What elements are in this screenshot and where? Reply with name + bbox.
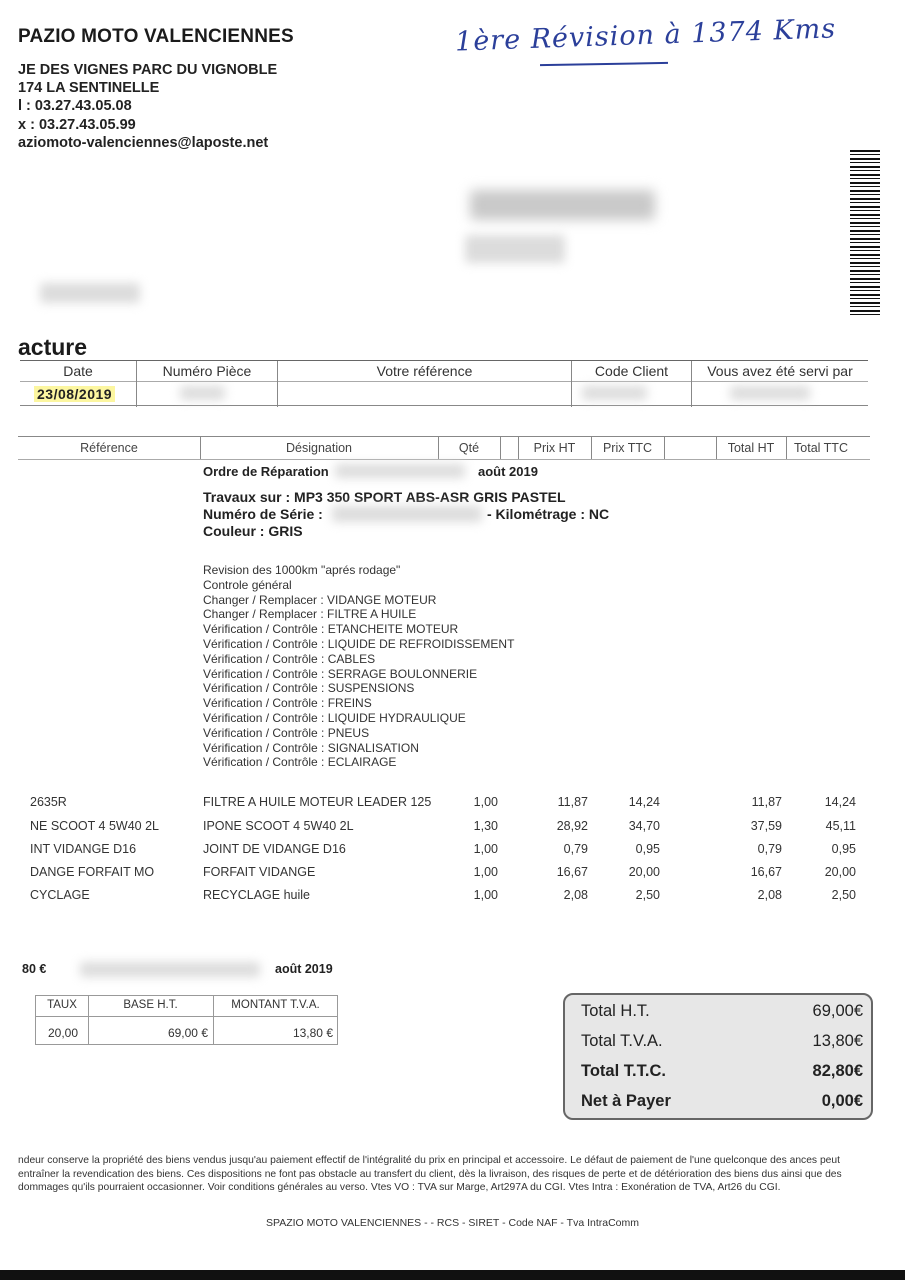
header-date-label: Date (63, 363, 93, 379)
redacted-recipient-address (465, 235, 565, 263)
header-served-by-label: Vous avez été servi par (707, 363, 853, 379)
net-to-pay-label: Net à Payer (581, 1092, 671, 1110)
redacted-piece-number (180, 386, 225, 400)
scan-edge (0, 1270, 905, 1280)
redacted-served-by (730, 386, 810, 400)
item-price-ht: 2,08 (563, 888, 588, 902)
redacted-order-number (335, 464, 465, 478)
header-piece-label: Numéro Pièce (162, 363, 252, 379)
serial-number-label: Numéro de Série : (203, 506, 323, 522)
operation-item: Vérification / Contrôle : FREINS (203, 696, 372, 711)
total-ht-label: Total H.T. (581, 1002, 650, 1020)
table-row (0, 795, 905, 813)
item-qty: 1,00 (473, 795, 498, 809)
item-total-ttc: 2,50 (831, 888, 856, 902)
item-price-ttc: 34,70 (628, 819, 660, 833)
operation-item: Controle général (203, 577, 292, 592)
item-total-ht: 11,87 (751, 795, 782, 809)
vat-base-value: 69,00 € (167, 1026, 208, 1040)
item-reference: DANGE FORFAIT MO (30, 865, 155, 879)
operation-item: Vérification / Contrôle : ECLAIRAGE (203, 755, 397, 770)
item-price-ht: 16,67 (556, 865, 588, 879)
vat-rate-header: TAUX (47, 999, 77, 1011)
item-price-ht: 11,87 (557, 795, 588, 809)
barcode-icon (850, 150, 880, 315)
redacted-client-code (582, 386, 647, 400)
item-designation: FORFAIT VIDANGE (203, 865, 316, 879)
item-designation: RECYCLAGE huile (203, 888, 310, 902)
header-reference-label: Votre référence (376, 363, 473, 379)
invoice-date: 23/08/2019 (34, 386, 115, 402)
operation-item: Vérification / Contrôle : LIQUIDE DE REFROIDISSEMENT (203, 636, 515, 651)
table-row (0, 842, 905, 860)
vat-table (35, 995, 338, 1045)
table-row (0, 888, 905, 906)
col-reference: Référence (80, 441, 138, 455)
total-ttc-label: Total T.T.C. (581, 1062, 666, 1080)
operation-item: Vérification / Contrôle : SUSPENSIONS (203, 681, 415, 696)
total-tva-row (581, 1032, 863, 1051)
operation-item: Vérification / Contrôle : ETANCHEITE MOTEUR (203, 622, 459, 637)
payment-date: août 2019 (275, 962, 333, 976)
total-ttc-row (581, 1062, 863, 1081)
items-table-header (18, 436, 870, 460)
item-qty: 1,00 (473, 865, 498, 879)
redacted-recipient-name (470, 190, 655, 220)
company-tel: l : 03.27.43.05.08 (18, 98, 132, 114)
header-client-code-label: Code Client (594, 363, 669, 379)
redacted-serial-number (332, 506, 482, 522)
item-reference: NE SCOOT 4 5W40 2L (30, 819, 159, 833)
item-qty: 1,00 (473, 842, 498, 856)
total-ttc-value: 82,80€ (812, 1062, 863, 1080)
mileage: - Kilométrage : NC (487, 506, 610, 522)
item-designation: FILTRE A HUILE MOTEUR LEADER 125 (203, 795, 432, 809)
operation-item: Changer / Remplacer : VIDANGE MOTEUR (203, 592, 437, 607)
col-price-ttc: Prix TTC (602, 441, 653, 455)
operation-item: Changer / Remplacer : FILTRE A HUILE (203, 607, 417, 622)
net-to-pay-row (581, 1092, 863, 1111)
vat-rate-value: 20,00 (48, 1026, 79, 1040)
redacted-field (40, 283, 140, 303)
item-designation: JOINT DE VIDANGE D16 (203, 842, 346, 856)
col-designation: Désignation (285, 441, 352, 455)
legal-text: ndeur conserve la propriété des biens vendus jusqu'au paiement effectif de l'intégralité du prix en principal et accessoire. Le défaut de paiement de l'une quelconque des ances peut entraîner la revendication des biens. Ces dispositions ne font pas obstacle au transfert du client, dès la livraison, des risques de perte et de détérioration des biens dus ainsi que des dommages qu'ils pourraient occasionner. Voir conditions générales au verso. Vtes VO : TVA sur Marge, Art297A du CGI. Vtes Intra : Exonération de TVA, Art26 du CGI. (18, 1155, 842, 1193)
item-reference: CYCLAGE (30, 888, 90, 902)
table-row (0, 819, 905, 837)
item-price-ht: 0,79 (563, 842, 588, 856)
item-total-ttc: 20,00 (824, 865, 856, 879)
item-total-ht: 37,59 (750, 819, 782, 833)
company-registration-line: SPAZIO MOTO VALENCIENNES - - RCS - SIRET - Code NAF - Tva IntraComm (265, 1217, 639, 1229)
total-tva-label: Total T.V.A. (581, 1032, 663, 1050)
handwritten-underline (540, 62, 668, 66)
item-total-ttc: 14,24 (824, 795, 856, 809)
total-ht-value: 69,00€ (812, 1002, 863, 1020)
repair-order-label: Ordre de Réparation (203, 464, 329, 479)
totals-box (563, 993, 873, 1120)
operation-item: Vérification / Contrôle : CABLES (203, 651, 376, 666)
document-title: acture (18, 334, 88, 360)
company-email: aziomoto-valenciennes@laposte.net (18, 135, 269, 151)
operation-item: Vérification / Contrôle : SERRAGE BOULONNERIE (203, 666, 478, 681)
col-price-ht: Prix HT (533, 441, 576, 455)
item-qty: 1,00 (473, 888, 498, 902)
vat-amount-value: 13,80 € (292, 1026, 333, 1040)
net-to-pay-value: 0,00€ (821, 1092, 863, 1110)
company-address-line2: 174 LA SENTINELLE (18, 80, 160, 96)
item-reference: INT VIDANGE D16 (30, 842, 137, 856)
vat-base-header: BASE H.T. (123, 999, 178, 1011)
total-tva-value: 13,80€ (812, 1032, 863, 1050)
item-qty: 1,30 (473, 819, 498, 833)
item-price-ht: 28,92 (556, 819, 588, 833)
item-total-ht: 16,67 (750, 865, 782, 879)
operation-item: Revision des 1000km "aprés rodage" (203, 563, 401, 577)
repair-order-date: août 2019 (478, 464, 538, 479)
item-reference: 2635R (30, 795, 67, 809)
vehicle-description: Travaux sur : MP3 350 SPORT ABS-ASR GRIS PASTEL (203, 489, 566, 505)
operations-list (203, 563, 514, 770)
handwritten-note: 1ère Révision à 1374 Kms (454, 13, 837, 58)
item-price-ttc: 2,50 (635, 888, 660, 902)
redacted-payment-info (80, 962, 260, 977)
table-row (0, 865, 905, 883)
item-total-ht: 2,08 (757, 888, 782, 902)
operation-item: Vérification / Contrôle : LIQUIDE HYDRAULIQUE (203, 710, 466, 725)
item-total-ttc: 0,95 (831, 842, 856, 856)
item-price-ttc: 0,95 (635, 842, 660, 856)
company-address-line1: JE DES VIGNES PARC DU VIGNOBLE (18, 62, 278, 78)
col-qty: Qté (458, 441, 480, 455)
payment-amount: 80 € (22, 962, 47, 976)
company-name: PAZIO MOTO VALENCIENNES (18, 26, 294, 47)
operation-item: Vérification / Contrôle : SIGNALISATION (203, 740, 419, 755)
item-price-ttc: 14,24 (628, 795, 660, 809)
item-total-ttc: 45,11 (825, 819, 856, 833)
col-total-ht: Total HT (727, 441, 775, 455)
vehicle-color: Couleur : GRIS (203, 523, 303, 539)
col-total-ttc: Total TTC (794, 441, 848, 455)
operation-item: Vérification / Contrôle : PNEUS (203, 725, 370, 740)
company-fax: x : 03.27.43.05.99 (18, 117, 136, 133)
item-total-ht: 0,79 (757, 842, 782, 856)
total-ht-row (581, 1002, 863, 1021)
item-designation: IPONE SCOOT 4 5W40 2L (203, 819, 354, 833)
vat-amount-header: MONTANT T.V.A. (231, 999, 320, 1011)
item-price-ttc: 20,00 (628, 865, 660, 879)
